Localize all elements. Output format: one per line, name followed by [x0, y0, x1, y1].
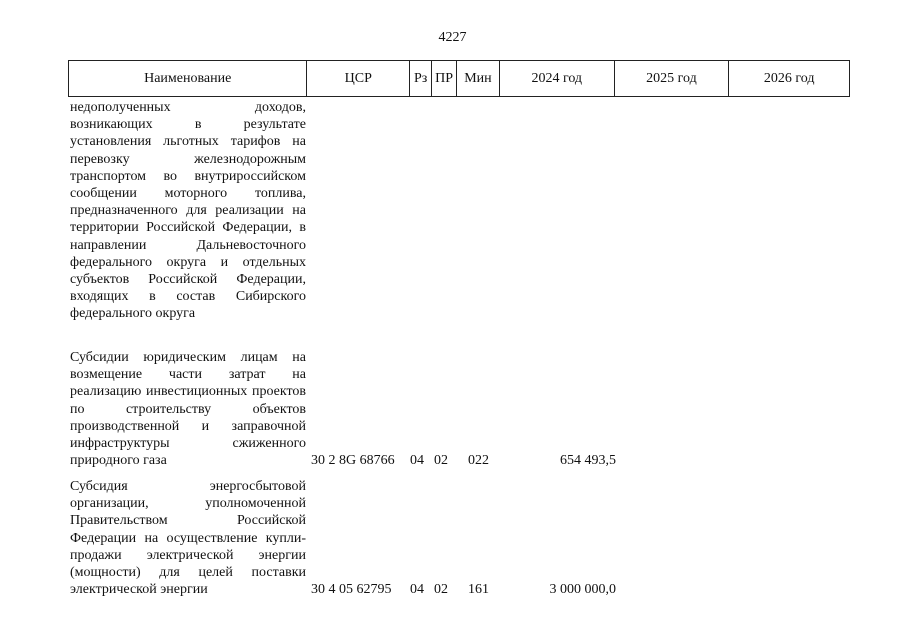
row-rz: 04	[410, 453, 424, 468]
row-pr: 02	[434, 453, 448, 468]
column-header-pr: ПР	[432, 61, 457, 96]
row-rz: 04	[410, 582, 424, 597]
row-name: Субсидии юридическим лицам на возмещение части затрат на реализацию инвестиционных проектов по строительству объектов производственной и заправочной инфраструктуры сжиженного природного газа	[70, 350, 306, 469]
row-min: 022	[468, 453, 489, 468]
row-csr: 30 2 8G 68766	[311, 453, 395, 468]
column-header-2026: 2026 год	[763, 70, 815, 86]
column-header-2024: 2024 год	[500, 61, 615, 96]
column-header-csr: ЦСР	[307, 61, 410, 96]
row-pr: 02	[434, 582, 448, 597]
row-csr: 30 4 05 62795	[311, 582, 392, 597]
column-header-name: Наименование	[69, 61, 307, 96]
row-min: 161	[468, 582, 489, 597]
page-number: 4227	[438, 30, 467, 45]
column-header-min: Мин	[457, 61, 500, 96]
row-name: Субсидия энергосбытовой организации, уполномоченной Правительством Российской Федерации на осуществление купли-продажи электрической энергии (мощности) для целей поставки электрической энергии	[70, 479, 306, 598]
column-header-rz: Рз	[410, 61, 432, 96]
table-row	[68, 349, 850, 471]
row-amount-2024: 3 000 000,0	[549, 582, 616, 597]
row-name: недополученных доходов, возникающих в результате установления льготных тарифов на перевозку железнодорожным транспортом во внутрироссийском сообщении моторного топлива, предназначенного для реализации на территории Российской Федерации, в направлении Дальневосточного федерального округа и отдельных субъектов Российской Федерации, входящих в состав Сибирского федерального округа	[70, 100, 306, 322]
table-header	[68, 60, 850, 97]
table-row	[68, 478, 850, 600]
column-header-2025: 2025 год	[615, 61, 730, 96]
table-row	[68, 99, 850, 344]
row-amount-2024: 654 493,5	[560, 453, 616, 468]
